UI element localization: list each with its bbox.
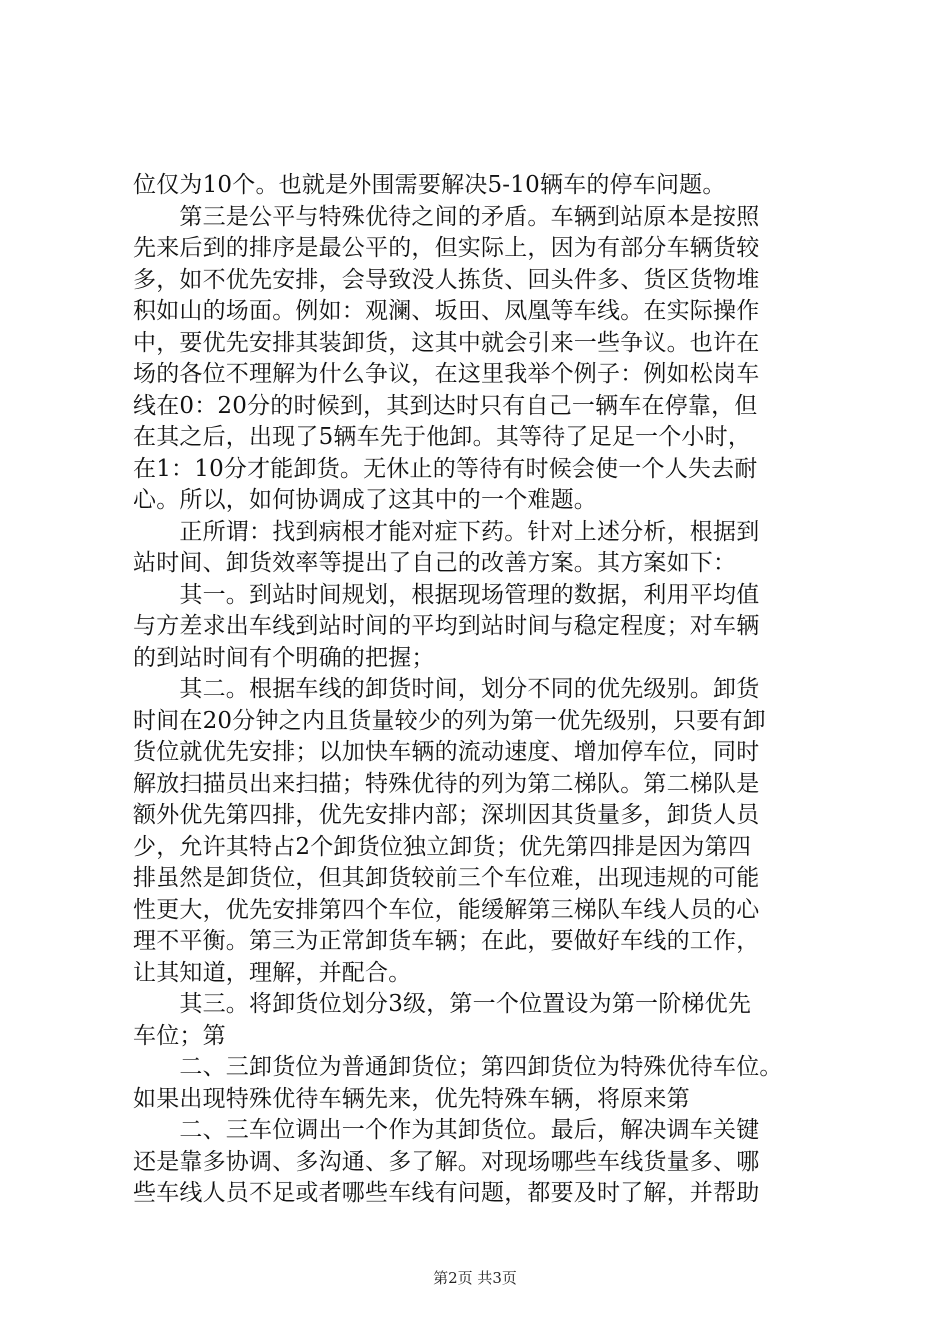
text-line: 时间在20分钟之内且货量较少的列为第一优先级别，只要有卸 (133, 707, 766, 734)
text-line: 让其知道，理解，并配合。 (133, 959, 412, 986)
text-line: 少，允许其特占2个卸货位独立卸货；优先第四排是因为第四 (133, 833, 752, 860)
text-line: 车位；第 (133, 1022, 226, 1049)
page-number: 第2页 共3页 (433, 1269, 517, 1287)
text-line: 其二。根据车线的卸货时间，划分不同的优先级别。卸货 (133, 676, 760, 702)
text-line: 二、三车位调出一个作为其卸货位。最后，解决调车关键 (133, 1117, 760, 1143)
text-line: 还是靠多协调、多沟通、多了解。对现场哪些车线货量多、哪 (133, 1148, 760, 1175)
text-line: 心。所以，如何协调成了这其中的一个难题。 (133, 487, 597, 513)
text-line: 二、三卸货位为普通卸货位；第四卸货位为特殊优待车位。 (133, 1054, 783, 1080)
text-line: 站时间、卸货效率等提出了自己的改善方案。其方案如下： (133, 550, 737, 576)
text-line: 如果出现特殊优待车辆先来，优先特殊车辆，将原来第 (133, 1085, 690, 1112)
text-line: 多，如不优先安排，会导致没人拣货、回头件多、货区货物堆 (133, 266, 760, 293)
text-line: 些车线人员不足或者哪些车线有问题，都要及时了解，并帮助 (133, 1180, 760, 1206)
text-line: 正所谓：找到病根才能对症下药。针对上述分析，根据到 (133, 518, 760, 545)
text-line: 中，要优先安排其装卸货，这其中就会引来一些争议。也许在 (133, 329, 760, 356)
page-footer (0, 1268, 950, 1288)
text-line: 在1：10分才能卸货。无休止的等待有时候会使一个人失去耐 (133, 455, 758, 482)
text-line: 其三。将卸货位划分3级，第一个位置设为第一阶梯优先 (133, 991, 752, 1017)
text-line: 理不平衡。第三为正常卸货车辆；在此，要做好车线的工作， (133, 928, 760, 954)
text-line: 货位就优先安排；以加快车辆的流动速度、增加停车位，同时 (133, 739, 760, 765)
text-line: 其一。到站时间规划，根据现场管理的数据，利用平均值 (133, 581, 760, 608)
text-line: 在其之后，出现了5辆车先于他卸。其等待了足足一个小时， (133, 424, 752, 450)
text-line: 位仅为10个。也就是外围需要解决5-10辆车的停车问题。 (133, 172, 726, 198)
text-line: 与方差求出车线到站时间的平均到站时间与稳定程度；对车辆 (133, 613, 760, 639)
text-line: 排虽然是卸货位，但其卸货较前三个车位难，出现违规的可能 (133, 865, 760, 891)
text-line: 先来后到的排序是最公平的，但实际上，因为有部分车辆货较 (133, 235, 760, 261)
text-line: 积如山的场面。例如：观澜、坂田、凤凰等车线。在实际操作 (133, 298, 760, 324)
text-line: 线在0：20分的时候到，其到达时只有自己一辆车在停靠，但 (133, 392, 758, 419)
text-line: 第三是公平与特殊优待之间的矛盾。车辆到站原本是按照 (133, 203, 760, 230)
text-line: 场的各位不理解为什么争议，在这里我举个例子：例如松岗车 (133, 361, 760, 387)
body-text (133, 170, 833, 1210)
text-line: 额外优先第四排，优先安排内部；深圳因其货量多，卸货人员 (133, 802, 760, 828)
text-line: 性更大，优先安排第四个车位，能缓解第三梯队车线人员的心 (133, 896, 760, 923)
text-line: 解放扫描员出来扫描；特殊优待的列为第二梯队。第二梯队是 (133, 770, 760, 797)
text-line: 的到站时间有个明确的把握； (133, 644, 435, 671)
